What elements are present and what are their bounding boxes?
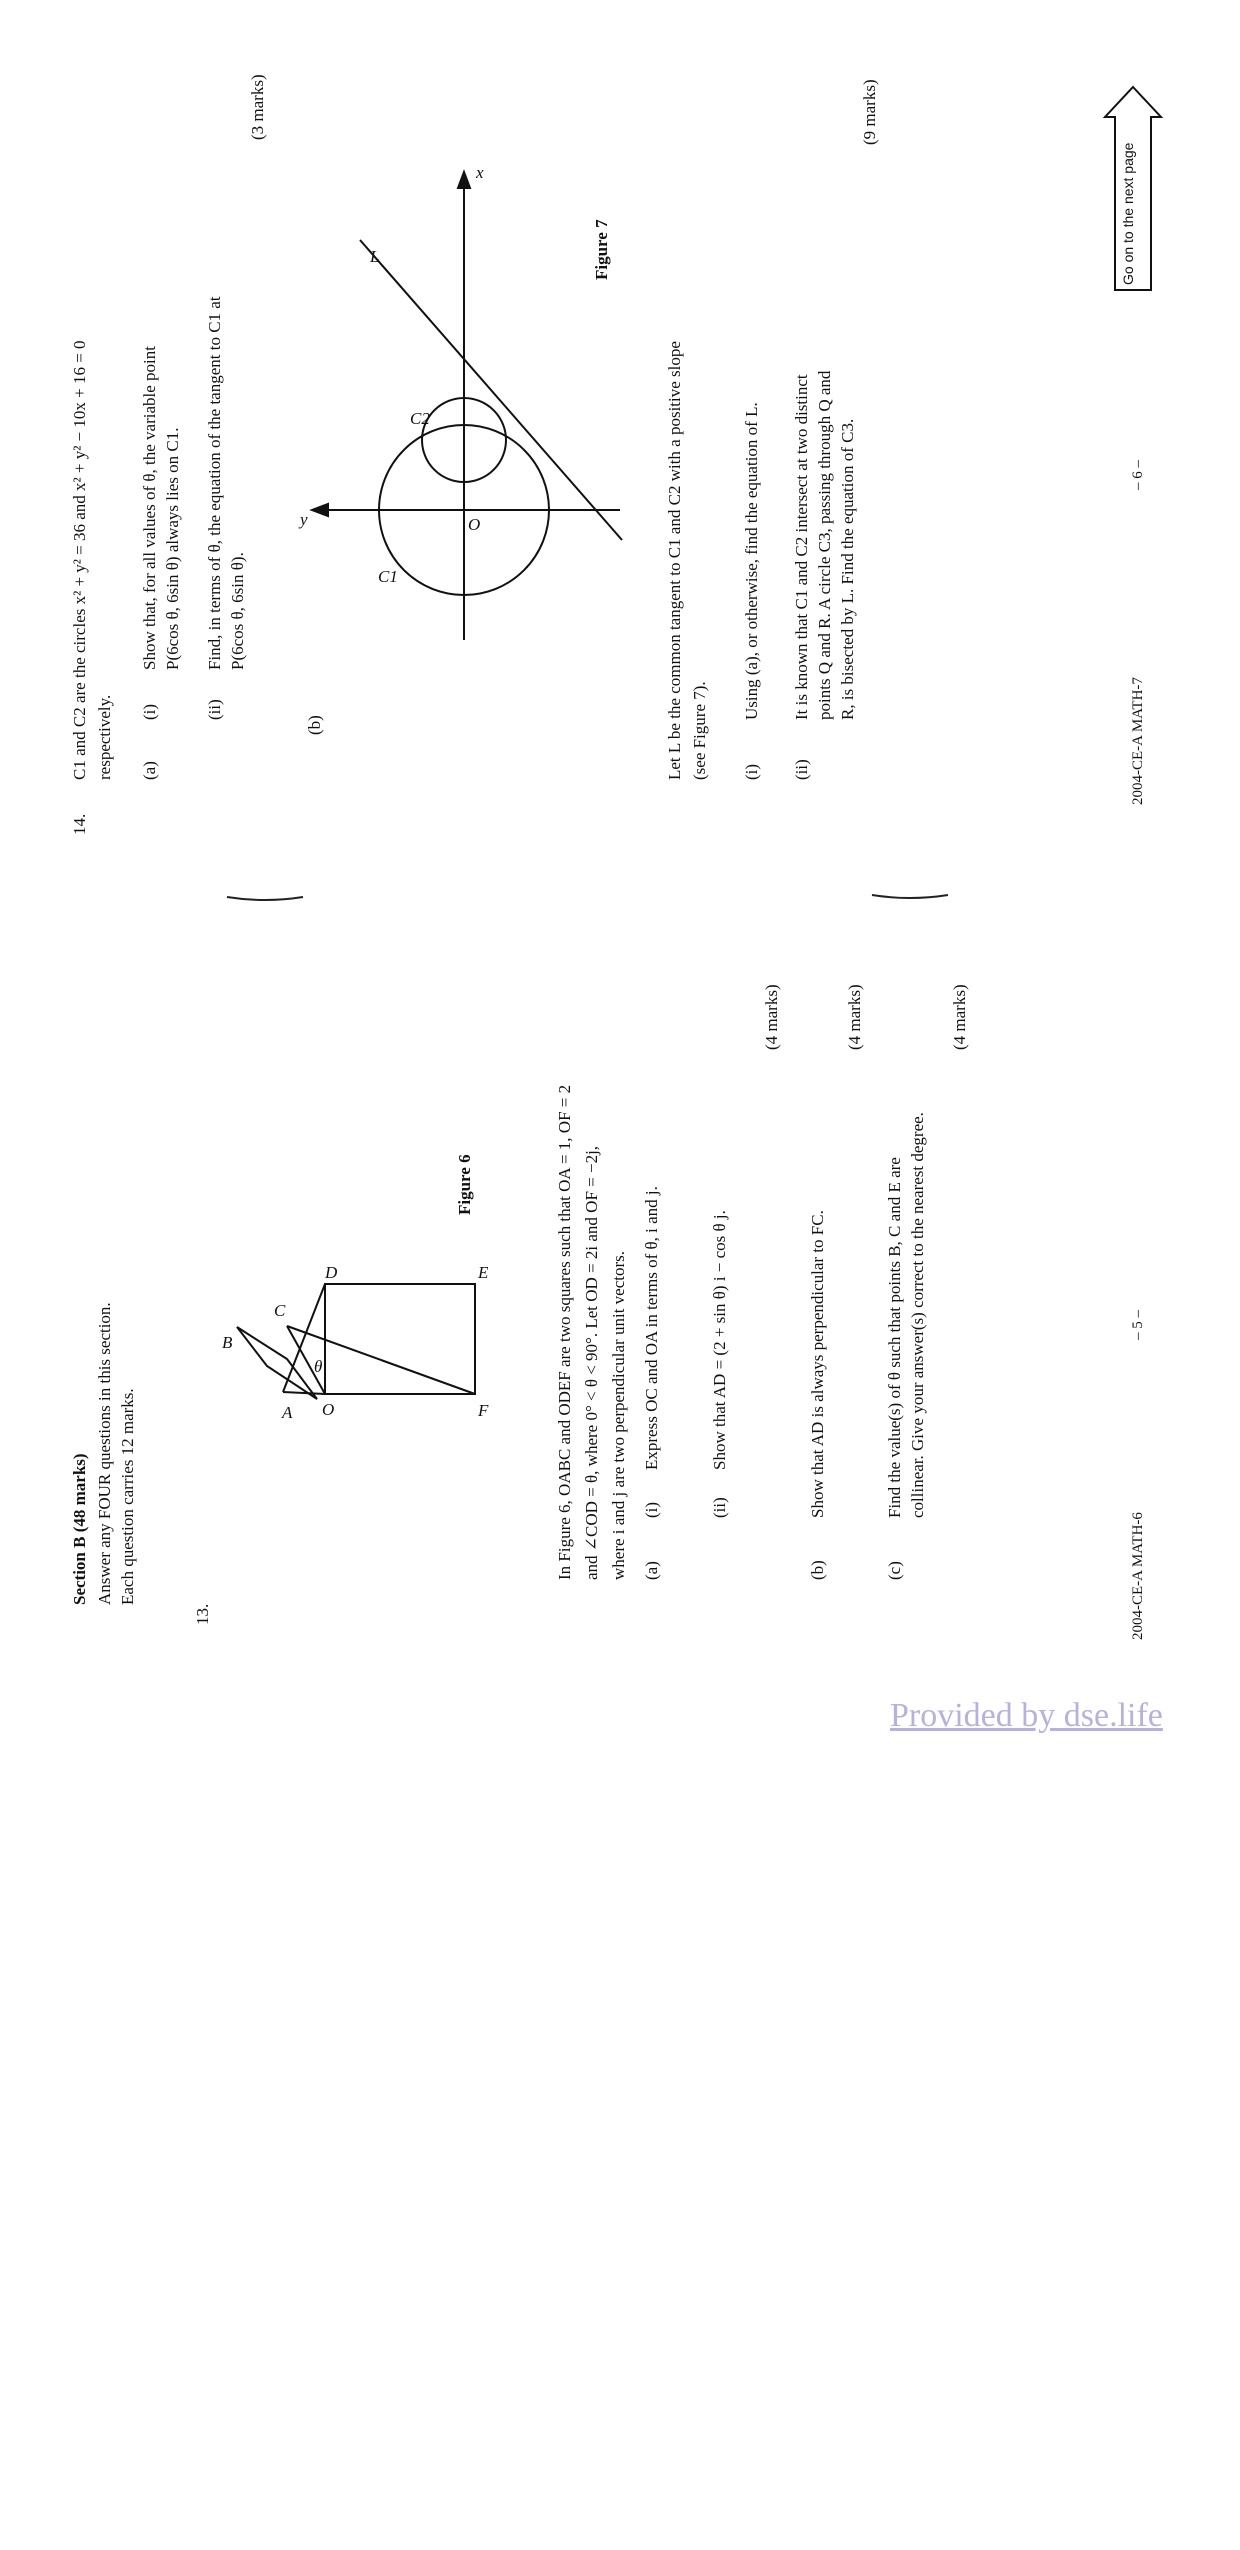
instruction-line: Each question carries 12 marks. <box>118 1388 137 1605</box>
q13-part-a-ii-label: (ii) <box>710 1497 729 1518</box>
q14-part-b-ii: It is known that C1 and C2 intersect at two distinct <box>792 374 811 720</box>
label-a: A <box>282 1403 293 1422</box>
tangent-line-l <box>360 240 622 540</box>
instruction-line: Answer any FOUR questions in this section. <box>95 1302 114 1605</box>
q13-part-c: collinear. Give your answer(s) correct to the nearest degree. <box>908 1112 927 1518</box>
q13-intro: where i and j are two perpendicular unit vectors. <box>609 1250 628 1580</box>
label-o: O <box>322 1400 335 1419</box>
figure-7-caption: Figure 7 <box>592 219 611 280</box>
q13-part-c: Find the value(s) of θ such that points B, C and E are <box>885 1157 904 1518</box>
q14-part-a-ii-label: (ii) <box>205 699 224 720</box>
q14-part-b-ii: points Q and R. A circle C3, passing through Q and <box>815 370 834 720</box>
q14-part-b-marks: (9 marks) <box>860 79 879 145</box>
label-e: E <box>478 1263 489 1282</box>
label-c: C <box>274 1301 286 1320</box>
square-odef <box>325 1284 475 1394</box>
q14-part-a-ii: Find, in terms of θ, the equation of the tangent to C1 at <box>205 296 224 670</box>
q14-part-a-marks: (3 marks) <box>248 74 267 140</box>
label-o: O <box>468 515 481 534</box>
q14-intro: C1 and C2 are the circles x² + y² = 36 and x² + y² − 10x + 16 = 0 <box>70 340 89 780</box>
section-heading: Section B (48 marks) <box>70 1453 89 1605</box>
label-c1: C1 <box>378 567 398 586</box>
footer-code: 2004-CE-A MATH-6 <box>1130 1512 1146 1640</box>
label-c2: C2 <box>410 409 430 428</box>
q14-part-b-label: (b) <box>305 715 324 735</box>
label-b: B <box>222 1333 233 1352</box>
label-f: F <box>478 1401 489 1420</box>
q13-part-c-marks: (4 marks) <box>950 984 969 1050</box>
y-axis-arrow <box>312 504 328 516</box>
label-l: L <box>370 247 380 266</box>
question-number: 13. <box>193 1603 212 1625</box>
label-d: D <box>325 1263 338 1282</box>
footer-code: 2004-CE-A MATH-7 <box>1130 677 1146 805</box>
label-x: x <box>476 163 484 182</box>
next-page-label: Go on to the next page <box>1120 142 1136 285</box>
line-oa <box>283 1392 325 1394</box>
label-y: y <box>300 510 308 529</box>
question-number: 14. <box>70 813 89 835</box>
q14-part-a-ii: P(6cos θ, 6sin θ). <box>228 552 247 670</box>
q14-part-b-ii: R, is bisected by L. Find the equation of C3. <box>838 418 857 720</box>
q13-part-a-marks: (4 marks) <box>762 984 781 1050</box>
q14-part-a-i: P(6cos θ, 6sin θ) always lies on C1. <box>163 427 182 670</box>
figure-6-caption: Figure 6 <box>455 1154 474 1215</box>
q13-intro: and ∠COD = θ, where 0° < θ < 90°. Let OD = 2i and OF = −2j, <box>582 1145 601 1580</box>
q14-part-b-intro: Let L be the common tangent to C1 and C2 with a positive slope <box>665 341 684 780</box>
x-axis-arrow <box>458 172 470 188</box>
page-number: – 5 – <box>1130 1310 1146 1340</box>
scan-bracket <box>870 893 950 913</box>
q14-part-a-i-label: (i) <box>140 703 159 720</box>
q13-part-b-label: (b) <box>808 1560 827 1580</box>
watermark-link[interactable]: Provided by dse.life <box>890 1697 1163 1734</box>
q13-part-a-label: (a) <box>642 1561 661 1580</box>
page-number: – 6 – <box>1130 460 1146 490</box>
q14-part-b-ii-label: (ii) <box>792 759 811 780</box>
q14-part-a-i: Show that, for all values of θ, the variable point <box>140 346 159 670</box>
q13-part-c-label: (c) <box>885 1561 904 1580</box>
q13-part-b-marks: (4 marks) <box>845 984 864 1050</box>
scan-bracket <box>225 895 305 915</box>
q14-part-a-label: (a) <box>140 761 159 780</box>
q13-intro: In Figure 6, OABC and ODEF are two squares such that OA = 1, OF = 2 <box>555 1084 574 1580</box>
q13-part-a-i-label: (i) <box>642 1501 661 1518</box>
label-theta: θ <box>314 1357 323 1376</box>
q14-part-b-i: Using (a), or otherwise, find the equation of L. <box>742 402 761 720</box>
q14-intro: respectively. <box>95 694 114 780</box>
q14-part-b-intro: (see Figure 7). <box>690 681 709 780</box>
q13-part-a-ii: Show that AD = (2 + sin θ) i − cos θ j. <box>710 1210 729 1470</box>
q14-part-b-i-label: (i) <box>742 763 761 780</box>
q13-part-a-i: Express OC and OA in terms of θ, i and j. <box>642 1186 661 1470</box>
q13-part-b: Show that AD is always perpendicular to FC. <box>808 1210 827 1518</box>
